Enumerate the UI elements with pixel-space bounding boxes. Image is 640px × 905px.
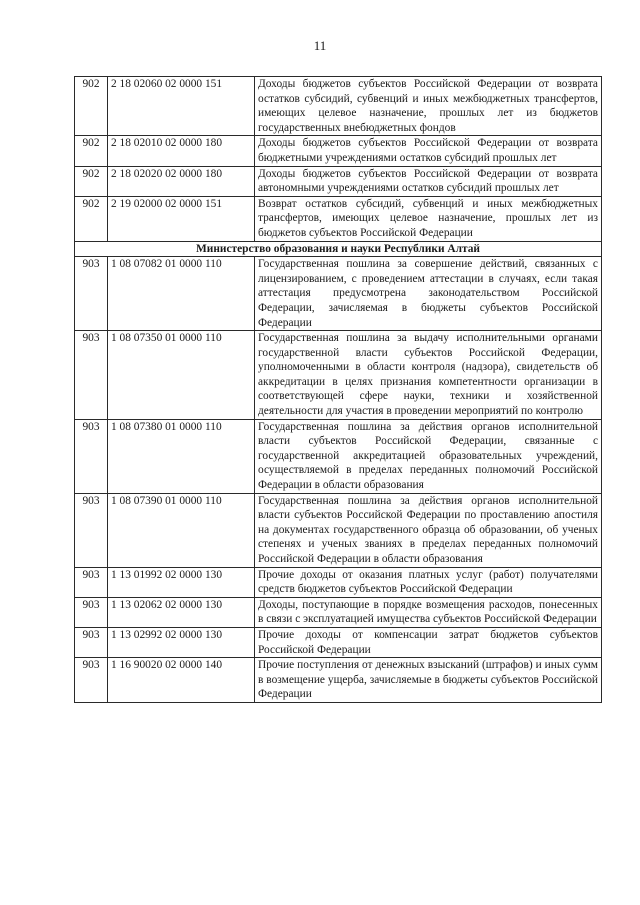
table-row — [75, 567, 602, 597]
table-row — [75, 77, 602, 136]
admin-code-cell: 903 — [75, 331, 108, 420]
admin-code-cell: 903 — [75, 567, 108, 597]
table-row — [75, 493, 602, 567]
budget-classification-code-cell: 1 13 02992 02 0000 130 — [108, 627, 255, 657]
table-body — [75, 77, 602, 703]
description-cell: Прочие поступления от денежных взысканий (штрафов) и иных сумм в возмещение ущерба, зачисляемые в бюджеты субъектов Российской Федерации — [255, 658, 602, 703]
description-cell: Государственная пошлина за действия органов исполнительной власти субъектов Российской Федерации по проставлению апостиля на документах государственного образца об образовании, об ученых степенях и ученых званиях в пределах переданных полномочий Российской Федерации в области образования — [255, 493, 602, 567]
description-cell: Доходы бюджетов субъектов Российской Федерации от возврата бюджетными учреждениями остатков субсидий прошлых лет — [255, 136, 602, 166]
section-title: Министерство образования и науки Республики Алтай — [75, 241, 602, 257]
admin-code-cell: 902 — [75, 166, 108, 196]
revenue-codes-table — [74, 76, 602, 703]
budget-classification-code-cell: 2 18 02010 02 0000 180 — [108, 136, 255, 166]
page-number: 11 — [313, 38, 327, 53]
table-row — [75, 196, 602, 241]
description-cell: Возврат остатков субсидий, субвенций и иных межбюджетных трансфертов, имеющих целевое назначение, прошлых лет из бюджетов субъектов Российской Федерации — [255, 196, 602, 241]
description-cell: Государственная пошлина за совершение действий, связанных с лицензированием, с проведением аттестации в случаях, если такая аттестация предусмотрена законодательством Российской Федерации, зачисляемая в бюджеты субъектов Российской Федерации — [255, 257, 602, 331]
admin-code-cell: 902 — [75, 196, 108, 241]
table-row — [75, 627, 602, 657]
budget-classification-code-cell: 1 08 07082 01 0000 110 — [108, 257, 255, 331]
admin-code-cell: 903 — [75, 419, 108, 493]
admin-code-cell: 902 — [75, 136, 108, 166]
description-cell: Прочие доходы от оказания платных услуг (работ) получателями средств бюджетов субъектов Российской Федерации — [255, 567, 602, 597]
section-header-row — [75, 241, 602, 257]
table-row — [75, 257, 602, 331]
budget-classification-code-cell: 1 08 07390 01 0000 110 — [108, 493, 255, 567]
budget-classification-code-cell: 1 08 07350 01 0000 110 — [108, 331, 255, 420]
budget-classification-code-cell: 2 18 02060 02 0000 151 — [108, 77, 255, 136]
description-cell: Доходы бюджетов субъектов Российской Федерации от возврата автономными учреждениями остатков субсидий прошлых лет — [255, 166, 602, 196]
budget-classification-code-cell: 1 08 07380 01 0000 110 — [108, 419, 255, 493]
table-row — [75, 597, 602, 627]
budget-classification-code-cell: 1 13 02062 02 0000 130 — [108, 597, 255, 627]
table-row — [75, 331, 602, 420]
table-row — [75, 136, 602, 166]
admin-code-cell: 903 — [75, 257, 108, 331]
admin-code-cell: 903 — [75, 658, 108, 703]
budget-classification-code-cell: 1 16 90020 02 0000 140 — [108, 658, 255, 703]
description-cell: Прочие доходы от компенсации затрат бюджетов субъектов Российской Федерации — [255, 627, 602, 657]
budget-classification-code-cell: 1 13 01992 02 0000 130 — [108, 567, 255, 597]
table-row — [75, 166, 602, 196]
table-row — [75, 419, 602, 493]
budget-classification-code-cell: 2 18 02020 02 0000 180 — [108, 166, 255, 196]
admin-code-cell: 903 — [75, 627, 108, 657]
description-cell: Доходы, поступающие в порядке возмещения расходов, понесенных в связи с эксплуатацией имущества субъектов Российской Федерации — [255, 597, 602, 627]
budget-classification-code-cell: 2 19 02000 02 0000 151 — [108, 196, 255, 241]
description-cell: Государственная пошлина за действия органов исполнительной власти субъектов Российской Федерации, связанные с государственной аккредитацией образовательных учреждений, осуществляемой в пределах переданных полномочий Российской Федерации в области образования — [255, 419, 602, 493]
table-row — [75, 658, 602, 703]
admin-code-cell: 903 — [75, 493, 108, 567]
description-cell: Государственная пошлина за выдачу исполнительными органами государственной власти субъектов Российской Федерации, уполномоченными в области контроля (надзора), свидетельств об аккредитации в целях признания компетентности организации в соответствующей сфере науки, техники и хозяйственной деятельности для участия в проведении мероприятий по контролю — [255, 331, 602, 420]
admin-code-cell: 903 — [75, 597, 108, 627]
admin-code-cell: 902 — [75, 77, 108, 136]
description-cell: Доходы бюджетов субъектов Российской Федерации от возврата остатков субсидий, субвенций и иных межбюджетных трансфертов, имеющих целевое назначение, прошлых лет из бюджетов государственных внебюджетных фондов — [255, 77, 602, 136]
